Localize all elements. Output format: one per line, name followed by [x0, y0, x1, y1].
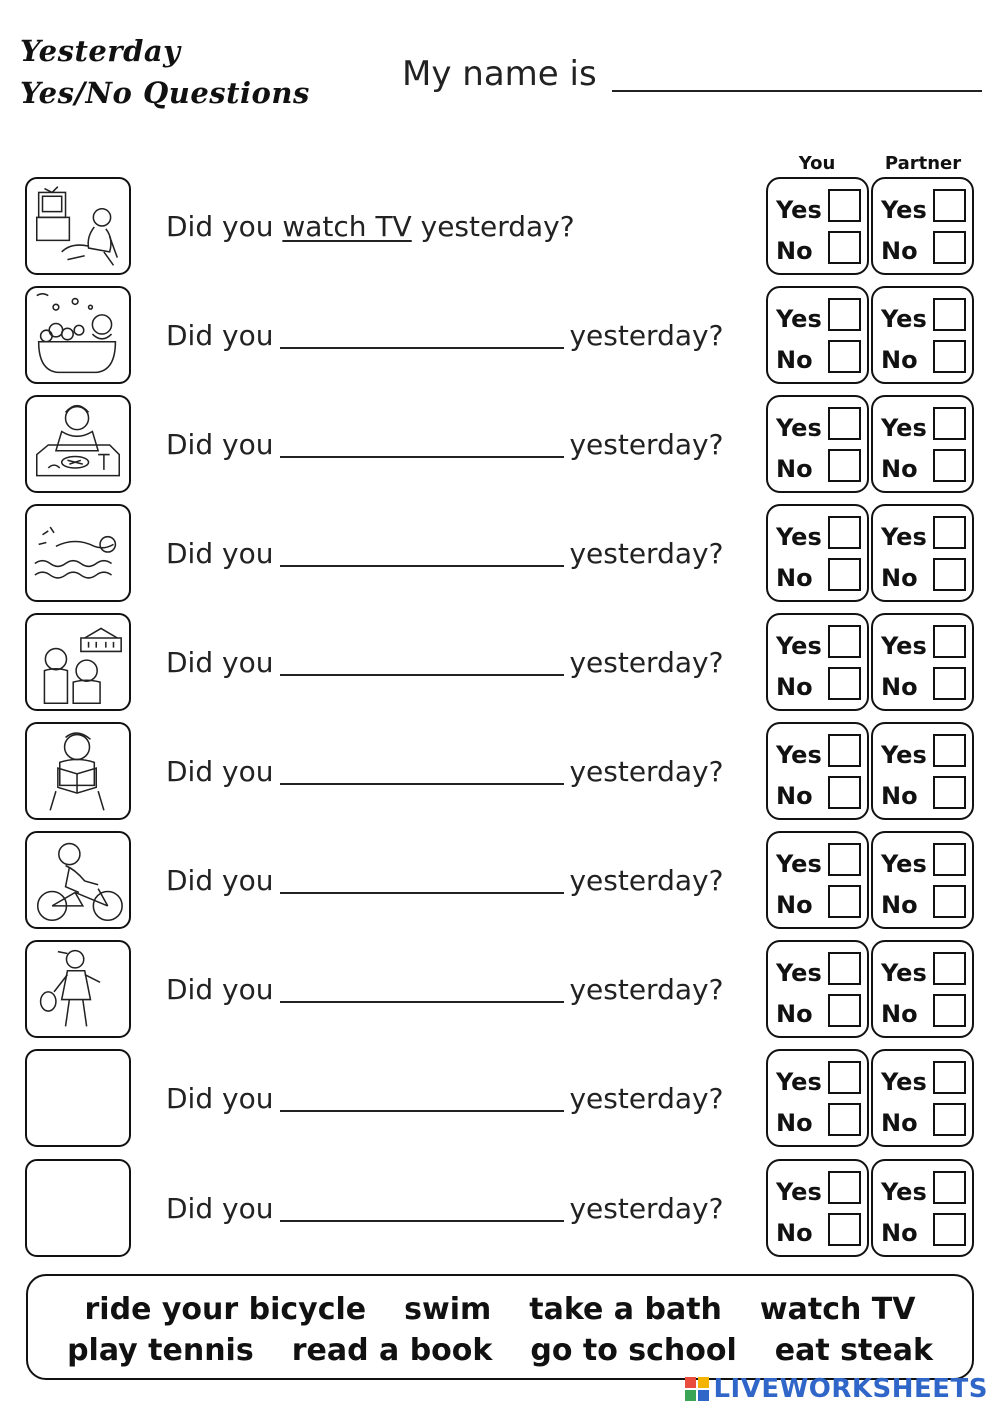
name-label: My name is	[402, 54, 597, 94]
you-yes-checkbox[interactable]	[828, 516, 861, 549]
question-row	[0, 395, 1000, 495]
partner-yes-checkbox[interactable]	[933, 1061, 966, 1094]
partner-no-checkbox[interactable]	[933, 994, 966, 1027]
yes-label: Yes	[776, 414, 822, 442]
taking-bath-picture	[25, 286, 131, 384]
title-line-2: Yes/No Questions	[20, 76, 310, 110]
no-label: No	[881, 564, 918, 592]
partner-no-checkbox[interactable]	[933, 1213, 966, 1246]
you-answer-box	[766, 504, 869, 602]
question-text	[166, 207, 575, 247]
no-label: No	[776, 1109, 813, 1137]
riding-bicycle-picture	[25, 831, 131, 929]
you-yes-checkbox[interactable]	[828, 189, 861, 222]
you-answer-box	[766, 177, 869, 275]
partner-no-checkbox[interactable]	[933, 449, 966, 482]
word-bank-row-2	[28, 1333, 972, 1368]
question-prefix: Did you	[166, 1192, 274, 1225]
answer-blank[interactable]	[280, 1192, 564, 1222]
you-no-checkbox[interactable]	[828, 1213, 861, 1246]
question-prefix: Did you	[166, 319, 274, 352]
question-suffix: yesterday?	[569, 973, 724, 1006]
eating-steak-picture	[25, 395, 131, 493]
reading-book-picture	[25, 722, 131, 820]
you-no-checkbox[interactable]	[828, 449, 861, 482]
yes-label: Yes	[776, 741, 822, 769]
no-label: No	[881, 1000, 918, 1028]
partner-yes-checkbox[interactable]	[933, 516, 966, 549]
no-label: No	[881, 673, 918, 701]
partner-yes-checkbox[interactable]	[933, 625, 966, 658]
question-text	[166, 970, 723, 1010]
partner-no-checkbox[interactable]	[933, 667, 966, 700]
yes-label: Yes	[776, 523, 822, 551]
question-text	[166, 534, 723, 574]
partner-answer-box	[871, 831, 974, 929]
yes-label: Yes	[776, 1068, 822, 1096]
question-row	[0, 177, 1000, 277]
question-row	[0, 1049, 1000, 1149]
empty-picture	[25, 1159, 131, 1257]
partner-answer-box	[871, 722, 974, 820]
you-yes-checkbox[interactable]	[828, 843, 861, 876]
question-prefix: Did you	[166, 973, 274, 1006]
yes-label: Yes	[776, 1178, 822, 1206]
swimming-picture	[25, 504, 131, 602]
partner-no-checkbox[interactable]	[933, 885, 966, 918]
no-label: No	[776, 1219, 813, 1247]
column-header-partner: Partner	[884, 153, 962, 174]
question-suffix: yesterday?	[420, 210, 575, 243]
question-suffix: yesterday?	[569, 1192, 724, 1225]
you-no-checkbox[interactable]	[828, 667, 861, 700]
question-row	[0, 613, 1000, 713]
you-no-checkbox[interactable]	[828, 231, 861, 264]
question-text	[166, 643, 723, 683]
question-suffix: yesterday?	[569, 1082, 724, 1115]
you-yes-checkbox[interactable]	[828, 952, 861, 985]
column-header-you: You	[798, 153, 836, 174]
question-suffix: yesterday?	[569, 755, 724, 788]
you-no-checkbox[interactable]	[828, 558, 861, 591]
example-answer: watch TV	[282, 210, 412, 243]
watermark-text: LIVEWORKSHEETS	[713, 1374, 988, 1404]
worksheet-title	[20, 30, 310, 114]
yes-label: Yes	[881, 959, 927, 987]
answer-blank[interactable]	[280, 864, 564, 894]
question-prefix: Did you	[166, 646, 274, 679]
word-bank-item: swim	[404, 1292, 492, 1327]
answer-blank[interactable]	[280, 537, 564, 567]
no-label: No	[881, 891, 918, 919]
yes-label: Yes	[881, 1178, 927, 1206]
question-text	[166, 752, 723, 792]
answer-blank[interactable]	[280, 755, 564, 785]
you-yes-checkbox[interactable]	[828, 1171, 861, 1204]
no-label: No	[776, 564, 813, 592]
partner-answer-box	[871, 1049, 974, 1147]
empty-picture	[25, 1049, 131, 1147]
yes-label: Yes	[776, 196, 822, 224]
yes-label: Yes	[776, 305, 822, 333]
question-row	[0, 722, 1000, 822]
yes-label: Yes	[881, 523, 927, 551]
you-answer-box	[766, 395, 869, 493]
partner-no-checkbox[interactable]	[933, 340, 966, 373]
partner-yes-checkbox[interactable]	[933, 843, 966, 876]
you-answer-box	[766, 1159, 869, 1257]
no-label: No	[881, 346, 918, 374]
answer-blank[interactable]	[280, 1082, 564, 1112]
no-label: No	[776, 237, 813, 265]
you-answer-box	[766, 286, 869, 384]
question-row	[0, 1159, 1000, 1259]
yes-label: Yes	[776, 632, 822, 660]
question-prefix: Did you	[166, 537, 274, 570]
you-yes-checkbox[interactable]	[828, 407, 861, 440]
partner-answer-box	[871, 504, 974, 602]
word-bank-item: eat steak	[774, 1333, 933, 1368]
no-label: No	[881, 237, 918, 265]
you-answer-box	[766, 1049, 869, 1147]
partner-yes-checkbox[interactable]	[933, 189, 966, 222]
question-prefix: Did you	[166, 1082, 274, 1115]
partner-no-checkbox[interactable]	[933, 776, 966, 809]
question-row	[0, 831, 1000, 931]
partner-no-checkbox[interactable]	[933, 1103, 966, 1136]
question-suffix: yesterday?	[569, 319, 724, 352]
no-label: No	[776, 673, 813, 701]
word-bank	[26, 1274, 974, 1380]
title-line-1: Yesterday	[20, 34, 181, 68]
word-bank-item: go to school	[530, 1333, 737, 1368]
partner-answer-box	[871, 613, 974, 711]
you-no-checkbox[interactable]	[828, 885, 861, 918]
no-label: No	[776, 346, 813, 374]
you-no-checkbox[interactable]	[828, 994, 861, 1027]
you-no-checkbox[interactable]	[828, 340, 861, 373]
you-yes-checkbox[interactable]	[828, 625, 861, 658]
going-to-school-picture	[25, 613, 131, 711]
partner-no-checkbox[interactable]	[933, 558, 966, 591]
partner-yes-checkbox[interactable]	[933, 734, 966, 767]
word-bank-item: play tennis	[67, 1333, 254, 1368]
partner-answer-box	[871, 940, 974, 1038]
answer-blank[interactable]	[280, 428, 564, 458]
question-row	[0, 504, 1000, 604]
yes-label: Yes	[776, 850, 822, 878]
you-answer-box	[766, 722, 869, 820]
question-text	[166, 425, 723, 465]
question-text	[166, 1189, 723, 1229]
question-row	[0, 940, 1000, 1040]
partner-yes-checkbox[interactable]	[933, 952, 966, 985]
yes-label: Yes	[776, 959, 822, 987]
you-answer-box	[766, 940, 869, 1038]
no-label: No	[776, 1000, 813, 1028]
you-yes-checkbox[interactable]	[828, 734, 861, 767]
question-prefix: Did you	[166, 864, 274, 897]
answer-blank[interactable]	[280, 646, 564, 676]
no-label: No	[881, 455, 918, 483]
partner-answer-box	[871, 177, 974, 275]
word-bank-item: ride your bicycle	[84, 1292, 367, 1327]
partner-yes-checkbox[interactable]	[933, 298, 966, 331]
no-label: No	[881, 1109, 918, 1137]
no-label: No	[881, 782, 918, 810]
word-bank-row-1	[28, 1292, 972, 1327]
question-prefix: Did you	[166, 755, 274, 788]
playing-tennis-picture	[25, 940, 131, 1038]
yes-label: Yes	[881, 196, 927, 224]
question-text	[166, 861, 723, 901]
yes-label: Yes	[881, 850, 927, 878]
yes-label: Yes	[881, 1068, 927, 1096]
partner-answer-box	[871, 286, 974, 384]
answer-blank[interactable]	[280, 319, 564, 349]
yes-label: Yes	[881, 632, 927, 660]
partner-answer-box	[871, 395, 974, 493]
no-label: No	[776, 782, 813, 810]
you-answer-box	[766, 613, 869, 711]
answer-blank[interactable]	[280, 973, 564, 1003]
watching-tv-picture	[25, 177, 131, 275]
question-row	[0, 286, 1000, 386]
liveworksheets-watermark	[683, 1374, 988, 1404]
word-bank-item: watch TV	[759, 1292, 916, 1327]
question-suffix: yesterday?	[569, 537, 724, 570]
liveworksheets-logo-icon	[683, 1375, 711, 1403]
question-prefix: Did you	[166, 210, 274, 243]
you-no-checkbox[interactable]	[828, 776, 861, 809]
partner-answer-box	[871, 1159, 974, 1257]
no-label: No	[881, 1219, 918, 1247]
question-suffix: yesterday?	[569, 864, 724, 897]
you-no-checkbox[interactable]	[828, 1103, 861, 1136]
you-yes-checkbox[interactable]	[828, 298, 861, 331]
yes-label: Yes	[881, 305, 927, 333]
question-text	[166, 316, 723, 356]
yes-label: Yes	[881, 741, 927, 769]
you-yes-checkbox[interactable]	[828, 1061, 861, 1094]
partner-yes-checkbox[interactable]	[933, 407, 966, 440]
word-bank-item: take a bath	[529, 1292, 722, 1327]
you-answer-box	[766, 831, 869, 929]
partner-yes-checkbox[interactable]	[933, 1171, 966, 1204]
name-input-line[interactable]	[612, 90, 982, 92]
question-prefix: Did you	[166, 428, 274, 461]
name-field	[402, 52, 987, 96]
question-suffix: yesterday?	[569, 646, 724, 679]
no-label: No	[776, 455, 813, 483]
question-text	[166, 1079, 723, 1119]
yes-label: Yes	[881, 414, 927, 442]
partner-no-checkbox[interactable]	[933, 231, 966, 264]
question-suffix: yesterday?	[569, 428, 724, 461]
no-label: No	[776, 891, 813, 919]
word-bank-item: read a book	[291, 1333, 493, 1368]
